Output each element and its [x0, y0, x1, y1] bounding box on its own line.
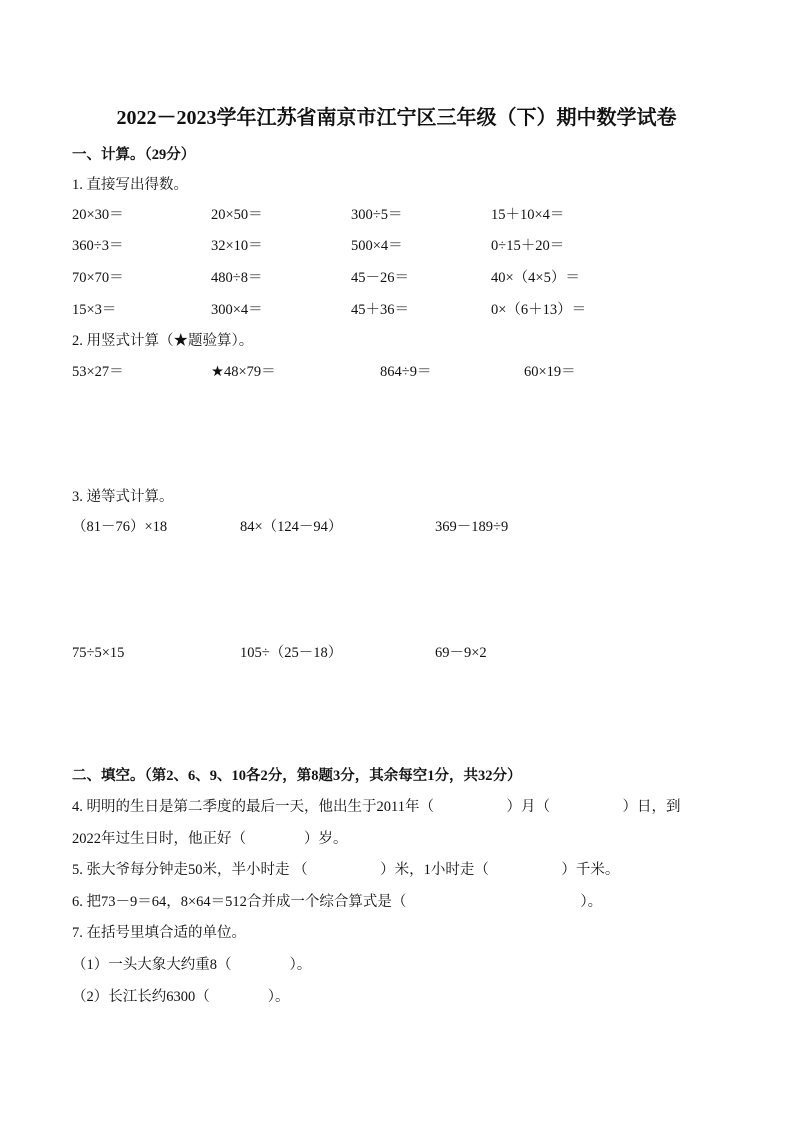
- q7-1: （1）一头大象大约重8（ ）。: [72, 957, 312, 973]
- q4-line2: 2022年过生日时，他正好（ ）岁。: [72, 831, 348, 847]
- q1-item: 0÷15＋20＝: [491, 238, 565, 254]
- q1-item: 70×70＝: [72, 270, 124, 286]
- section1-heading: 一、计算。（29分）: [72, 147, 196, 163]
- q1-item: 15＋10×4＝: [491, 207, 565, 223]
- q1-item: 20×50＝: [211, 207, 263, 223]
- page-title: 2022－2023学年江苏省南京市江宁区三年级（下）期中数学试卷: [116, 107, 677, 129]
- section2-heading: 二、填空。（第2、6、9、10各2分，第8题3分，其余每空1分，共32分）: [72, 768, 522, 784]
- q1-item: 32×10＝: [211, 238, 263, 254]
- q7-2: （2）长江长约6300（ ）。: [72, 989, 290, 1005]
- q4-line1: 4. 明明的生日是第二季度的最后一天，他出生于2011年（ ）月（ ）日，到: [72, 799, 681, 815]
- q2-prompt: 2. 用竖式计算（★题验算）。: [72, 333, 254, 349]
- q3-item: 369－189÷9: [435, 519, 509, 535]
- q1-item: 20×30＝: [72, 207, 124, 223]
- q1-item: 45＋36＝: [351, 302, 409, 318]
- q1-item: 360÷3＝: [72, 238, 124, 254]
- q3-item: 69－9×2: [435, 645, 487, 661]
- q1-item: 0×（6＋13）＝: [491, 302, 587, 318]
- q3-prompt: 3. 递等式计算。: [72, 489, 174, 505]
- q3-item: 75÷5×15: [72, 645, 125, 661]
- q5: 5. 张大爷每分钟走50米，半小时走 （ ）米，1小时走（ ）千米。: [72, 862, 620, 878]
- q1-item: 15×3＝: [72, 302, 117, 318]
- q1-item: 480÷8＝: [211, 270, 263, 286]
- q6: 6. 把73－9＝64，8×64＝512合并成一个综合算式是（ ）。: [72, 894, 603, 910]
- q2-item: 53×27＝: [72, 364, 124, 380]
- q1-prompt: 1. 直接写出得数。: [72, 177, 188, 193]
- q1-item: 300÷5＝: [351, 207, 403, 223]
- q1-item: 300×4＝: [211, 302, 263, 318]
- q7: 7. 在括号里填合适的单位。: [72, 925, 246, 941]
- q3-item: 105÷（25－18）: [240, 645, 343, 661]
- q2-item: 864÷9＝: [380, 364, 432, 380]
- q1-item: 40×（4×5）＝: [491, 270, 580, 286]
- q2-item: ★48×79＝: [211, 364, 276, 380]
- q1-item: 500×4＝: [351, 238, 403, 254]
- q3-item: （81－76）×18: [72, 519, 168, 535]
- q3-item: 84×（124－94）: [240, 519, 343, 535]
- q2-item: 60×19＝: [524, 364, 576, 380]
- q1-item: 45－26＝: [351, 270, 409, 286]
